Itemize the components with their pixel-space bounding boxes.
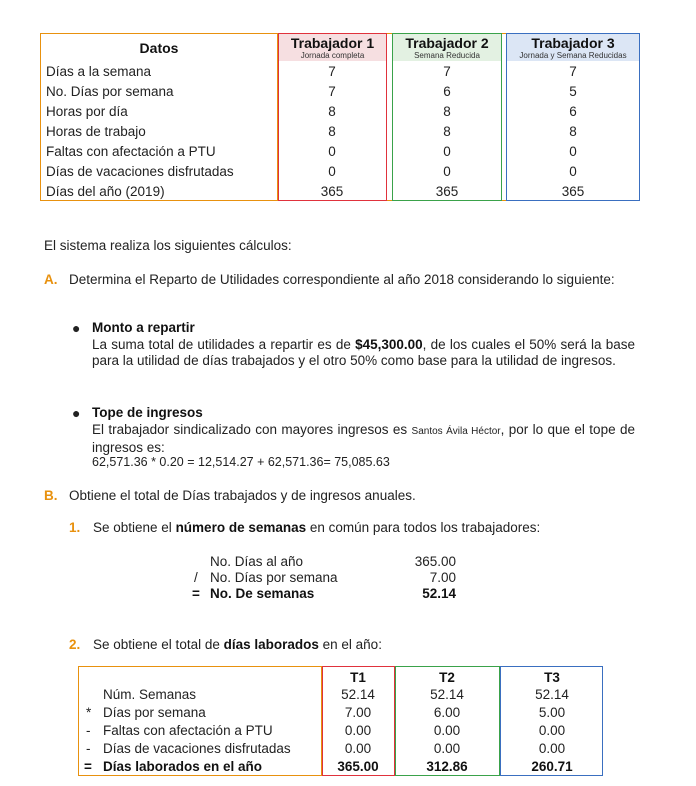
cell: 365	[561, 184, 585, 199]
cell: 7	[569, 64, 577, 79]
row-label: Horas por día	[46, 104, 128, 119]
row-label: Faltas con afectación a PTU	[103, 723, 273, 738]
worker-2-subtitle: Semana Reducida	[414, 51, 480, 60]
cell: 6.00	[433, 705, 461, 720]
step-2-post: en el año:	[318, 637, 382, 652]
cell: 312.86	[426, 759, 468, 774]
cell: 0.00	[344, 723, 372, 738]
cell: 0	[328, 144, 336, 159]
step-2-pre: Se obtiene el total de	[93, 637, 224, 652]
calc-value: 52.14	[422, 586, 456, 601]
bullet2-text	[92, 422, 635, 456]
row-label: No. Días por semana	[46, 84, 174, 99]
bullet1-amount: $45,300.00	[355, 337, 423, 352]
cell: 7	[443, 64, 451, 79]
cell: 52.14	[430, 687, 464, 702]
days-worked-table	[78, 666, 604, 778]
section-b-letter: B.	[44, 488, 58, 503]
cell: 0	[443, 164, 451, 179]
calc-label: No. Días al año	[210, 554, 304, 569]
header-t1: T1	[350, 670, 366, 685]
bullet2-pre: El trabajador sindicalizado con mayores ingresos es	[92, 422, 412, 437]
row-op: -	[86, 723, 91, 738]
calc-op: /	[194, 570, 198, 585]
cell: 8	[443, 124, 451, 139]
section-a-letter: A.	[44, 272, 58, 287]
bullet2-formula: 62,571.36 * 0.20 = 12,514.27 + 62,571.36= 75,085.63	[92, 455, 390, 469]
cell: 260.71	[531, 759, 573, 774]
cell: 8	[328, 124, 336, 139]
cell: 0.00	[538, 723, 566, 738]
calc-label: No. De semanas	[210, 586, 315, 601]
calc-label: No. Días por semana	[210, 570, 338, 585]
cell: 7.00	[344, 705, 372, 720]
bullet1-title: Monto a repartir	[92, 320, 195, 335]
cell: 6	[569, 104, 577, 119]
bullet-icon: ●	[72, 320, 81, 336]
cell: 0.00	[433, 723, 461, 738]
workers-data-table	[40, 33, 640, 201]
step-1-bold: número de semanas	[175, 520, 307, 535]
cell: 0	[569, 144, 577, 159]
bullet1-text	[92, 337, 635, 369]
row-op: *	[86, 705, 92, 720]
row-label: Días laborados en el año	[103, 759, 263, 774]
cell: 0.00	[433, 741, 461, 756]
step-1-number: 1.	[69, 520, 81, 535]
cell: 7	[328, 64, 336, 79]
cell: 8	[443, 104, 451, 119]
bullet1-pre: La suma total de utilidades a repartir es de	[92, 337, 356, 352]
worker-3-header	[507, 34, 639, 61]
bullet-icon: ●	[72, 405, 81, 421]
cell: 0.00	[538, 741, 566, 756]
step-1-text	[93, 520, 540, 536]
row-label: Horas de trabajo	[46, 124, 146, 139]
step-2-number: 2.	[69, 637, 81, 652]
bullet2-post: , por lo que el tope de ingresos es:	[92, 422, 635, 455]
cell: 0.00	[344, 741, 372, 756]
row-label: Días de vacaciones disfrutadas	[46, 164, 234, 179]
bullet1-post: , de los cuales el 50% será la base para la utilidad de días trabajados y el otro 50% como base para la utilidad de ingresos.	[92, 337, 635, 368]
cell: 365	[320, 184, 344, 199]
cell: 6	[443, 84, 451, 99]
row-label: Días de vacaciones disfrutadas	[103, 741, 291, 756]
cell: 52.14	[535, 687, 569, 702]
step-2-bold: días laborados	[223, 637, 319, 652]
calc-op: =	[192, 586, 200, 601]
worker-2-title: Trabajador 2	[405, 35, 489, 51]
cell: 0	[328, 164, 336, 179]
worker-1-title: Trabajador 1	[290, 35, 375, 51]
cell: 8	[328, 104, 336, 119]
cell: 365.00	[337, 759, 379, 774]
row-op: =	[84, 759, 92, 774]
cell: 0	[443, 144, 451, 159]
row-label: Núm. Semanas	[103, 687, 197, 702]
row-label: Días por semana	[103, 705, 206, 720]
cell: 0	[569, 164, 577, 179]
calc-value: 365.00	[414, 554, 456, 569]
section-b-text: Obtiene el total de Días trabajados y de ingresos anuales.	[69, 488, 416, 503]
cell: 52.14	[341, 687, 375, 702]
worker-3-subtitle: Jornada y Semana Reducidas	[519, 51, 627, 60]
worker-1-subtitle: Jornada completa	[300, 51, 365, 60]
cell: 8	[569, 124, 577, 139]
row-op: -	[86, 741, 91, 756]
cell: 5.00	[538, 705, 566, 720]
cell: 365	[435, 184, 459, 199]
bullet2-title: Tope de ingresos	[92, 405, 203, 420]
worker-2-header	[393, 34, 501, 61]
cell: 7	[328, 84, 336, 99]
step-1-pre: Se obtiene el	[93, 520, 176, 535]
row-label: Días del año (2019)	[46, 184, 165, 199]
cell: 5	[569, 84, 577, 99]
header-t2: T2	[439, 670, 455, 685]
header-t3: T3	[544, 670, 560, 685]
row-label: Faltas con afectación a PTU	[46, 144, 216, 159]
section-a-text: Determina el Reparto de Utilidades correspondiente al año 2018 considerando lo siguiente:	[69, 272, 615, 287]
step-2-text	[93, 637, 382, 653]
calc-value: 7.00	[429, 570, 456, 585]
intro-text: El sistema realiza los siguientes cálculos:	[44, 238, 292, 253]
step-1-post: en común para todos los trabajadores:	[306, 520, 541, 535]
worker-1-header	[279, 34, 386, 61]
bullet2-name: Santos Ávila Héctor	[411, 426, 501, 437]
datos-header: Datos	[139, 40, 179, 56]
worker-3-title: Trabajador 3	[531, 35, 615, 51]
row-label: Días a la semana	[46, 64, 152, 79]
